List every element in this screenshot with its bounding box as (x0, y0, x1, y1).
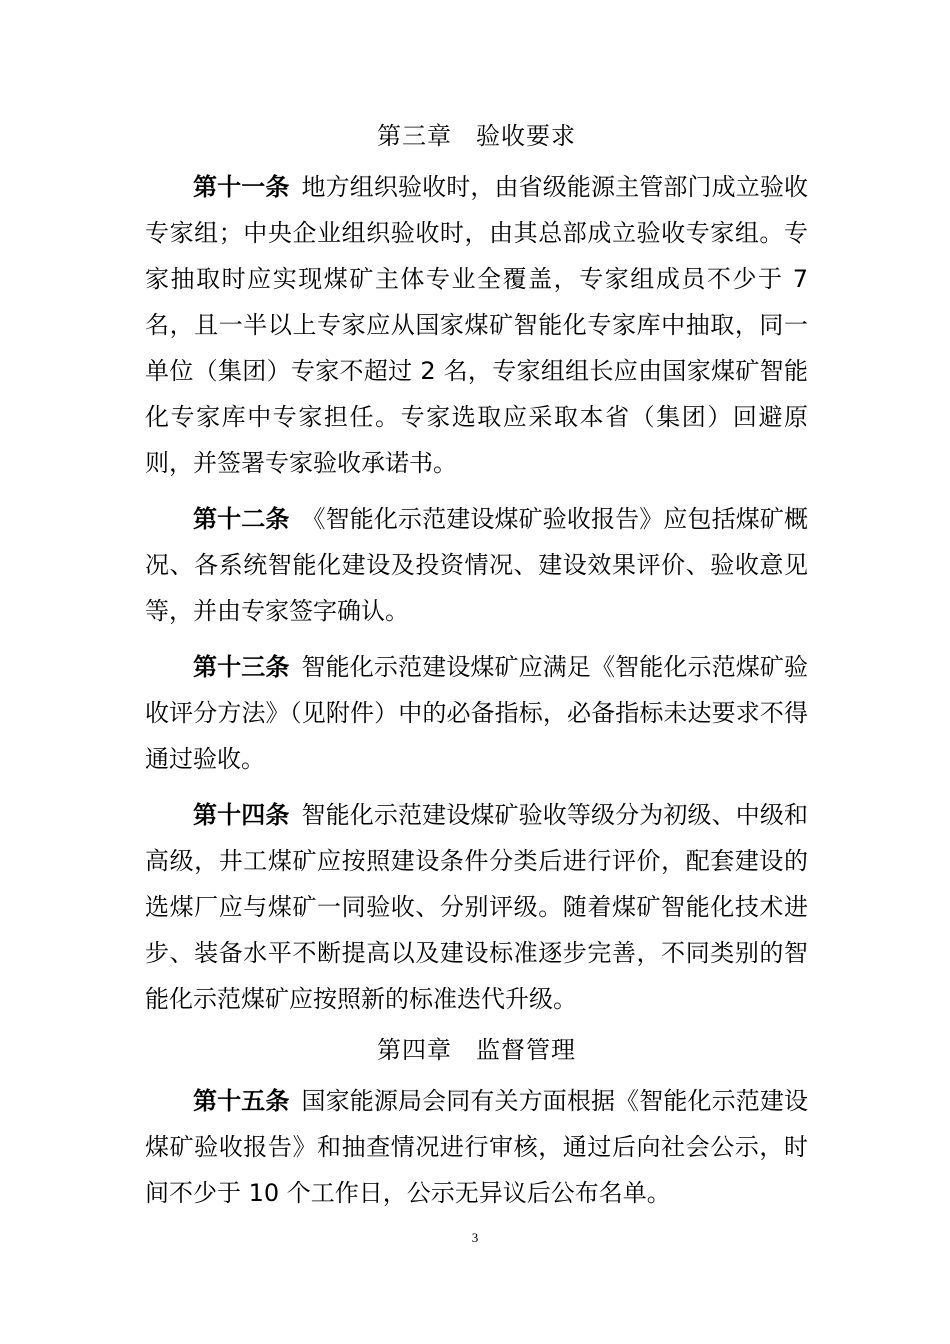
article-label: 第十五条 (193, 1087, 290, 1115)
page-number: 3 (471, 1230, 479, 1245)
chapter-number: 第三章 (377, 122, 452, 150)
chapter-heading-3 (145, 118, 808, 154)
chapter-title: 监督管理 (476, 1036, 576, 1064)
chapter-number: 第四章 (377, 1036, 452, 1064)
article-12 (145, 496, 808, 634)
article-text: 国家能源局会同有关方面根据《智能化示范建设煤矿验收报告》和抽查情况进行审核，通过后向社会公示，时间不少于 10 个工作日，公示无异议后公布名单。 (145, 1087, 808, 1207)
article-15 (145, 1078, 808, 1216)
article-text: 智能化示范建设煤矿应满足《智能化示范煤矿验收评分方法》（见附件）中的必备指标，必备指标未达要求不得通过验收。 (145, 653, 808, 773)
article-14 (145, 792, 808, 1022)
article-text: 地方组织验收时，由省级能源主管部门成立验收专家组；中央企业组织验收时，由其总部成立验收专家组。专家抽取时应实现煤矿主体专业全覆盖，专家组成员不少于 7 名，且一半以上专家应从国家煤矿智能化专家库中抽取，同一单位（集团）专家不超过 2 名，专家组组长应由国家煤矿智能化专家库中专家担任。专家选取应采取本省（集团）回避原则，并签署专家验收承诺书。 (145, 173, 808, 477)
article-11 (145, 164, 808, 486)
article-label: 第十一条 (193, 173, 290, 201)
article-label: 第十三条 (193, 653, 290, 681)
article-text: 智能化示范建设煤矿验收等级分为初级、中级和高级，井工煤矿应按照建设条件分类后进行评价，配套建设的选煤厂应与煤矿一同验收、分别评级。随着煤矿智能化技术进步、装备水平不断提高以及建设标准逐步完善，不同类别的智能化示范煤矿应按照新的标准迭代升级。 (145, 801, 808, 1013)
article-label: 第十四条 (193, 801, 290, 829)
chapter-title: 验收要求 (476, 122, 576, 150)
article-text: 《智能化示范建设煤矿验收报告》应包括煤矿概况、各系统智能化建设及投资情况、建设效果评价、验收意见等，并由专家签字确认。 (145, 505, 808, 625)
page-content (145, 118, 808, 1226)
article-13 (145, 644, 808, 782)
article-label: 第十二条 (193, 505, 290, 533)
chapter-heading-4 (145, 1032, 808, 1068)
